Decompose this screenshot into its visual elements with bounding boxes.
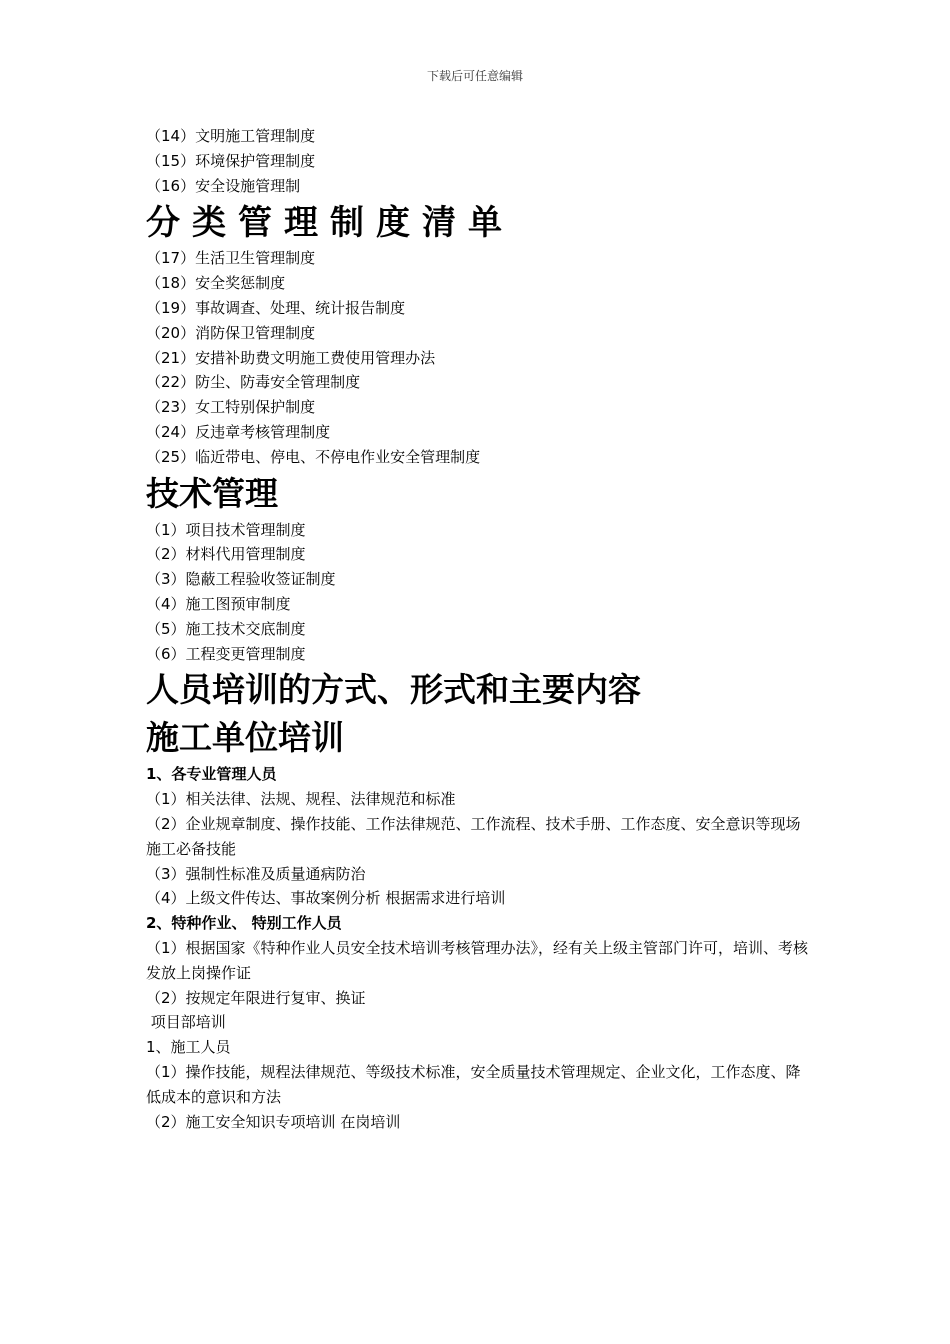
list-item: （15）环境保护管理制度 [146,151,316,170]
list-item: （3）强制性标准及质量通病防治 [146,864,366,883]
list-item: （3）隐蔽工程验收签证制度 [146,570,336,589]
list-item: （25）临近带电、停电、不停电作业安全管理制度 [146,447,481,466]
list-item: （22）防尘、防毒安全管理制度 [146,373,361,392]
section-heading-technical: 技术管理 [146,473,278,513]
page-header: 下载后可任意编辑 [426,69,523,83]
document-body [146,124,811,1134]
section-heading-classification: 分类管理制度清单 [146,203,514,244]
list-item: （5）施工技术交底制度 [146,619,306,638]
list-item: （19）事故调查、处理、统计报告制度 [146,298,406,317]
list-item: （2）施工安全知识专项培训 在岗培训 [146,1112,401,1131]
list-item: （21）安措补助费文明施工费使用管理办法 [146,348,436,367]
list-item: （4）施工图预审制度 [146,594,291,613]
list-item: （2）企业规章制度、操作技能、工作法律规范、工作流程、技术手册、工作态度、安全意识等现场施工必备技能 [146,814,801,858]
subheading: 项目部培训 [146,1013,226,1032]
list-item: （1）相关法律、法规、规程、法律规范和标准 [146,790,456,809]
list-item: （6）工程变更管理制度 [146,644,306,663]
list-item: （2）材料代用管理制度 [146,545,306,564]
section-heading-contractor-training: 施工单位培训 [146,718,344,758]
list-item: （1）根据国家《特种作业人员安全技术培训考核管理办法》，经有关上级主管部门许可，培训、考核发放上岗操作证 [146,938,809,982]
subheading: 2、特种作业、 特别工作人员 [146,914,342,933]
list-item: （4）上级文件传达、事故案例分析 根据需求进行培训 [146,889,506,908]
list-item: （20）消防保卫管理制度 [146,323,316,342]
list-item: （17）生活卫生管理制度 [146,249,316,268]
subheading: 1、施工人员 [146,1038,231,1057]
list-item: （24）反违章考核管理制度 [146,422,331,441]
list-item: （18）安全奖惩制度 [146,274,286,293]
list-item: （16）安全设施管理制 [146,176,301,195]
list-item: （1）操作技能，规程法律规范、等级技术标准，安全质量技术管理规定、企业文化，工作态度、降低成本的意识和方法 [146,1062,801,1106]
list-item: （1）项目技术管理制度 [146,520,306,539]
list-item: （23）女工特别保护制度 [146,398,316,417]
list-item: （14）文明施工管理制度 [146,127,316,145]
section-heading-training-methods: 人员培训的方式、形式和主要内容 [146,670,641,710]
subheading: 1、各专业管理人员 [146,765,277,784]
list-item: （2）按规定年限进行复审、换证 [146,988,366,1007]
